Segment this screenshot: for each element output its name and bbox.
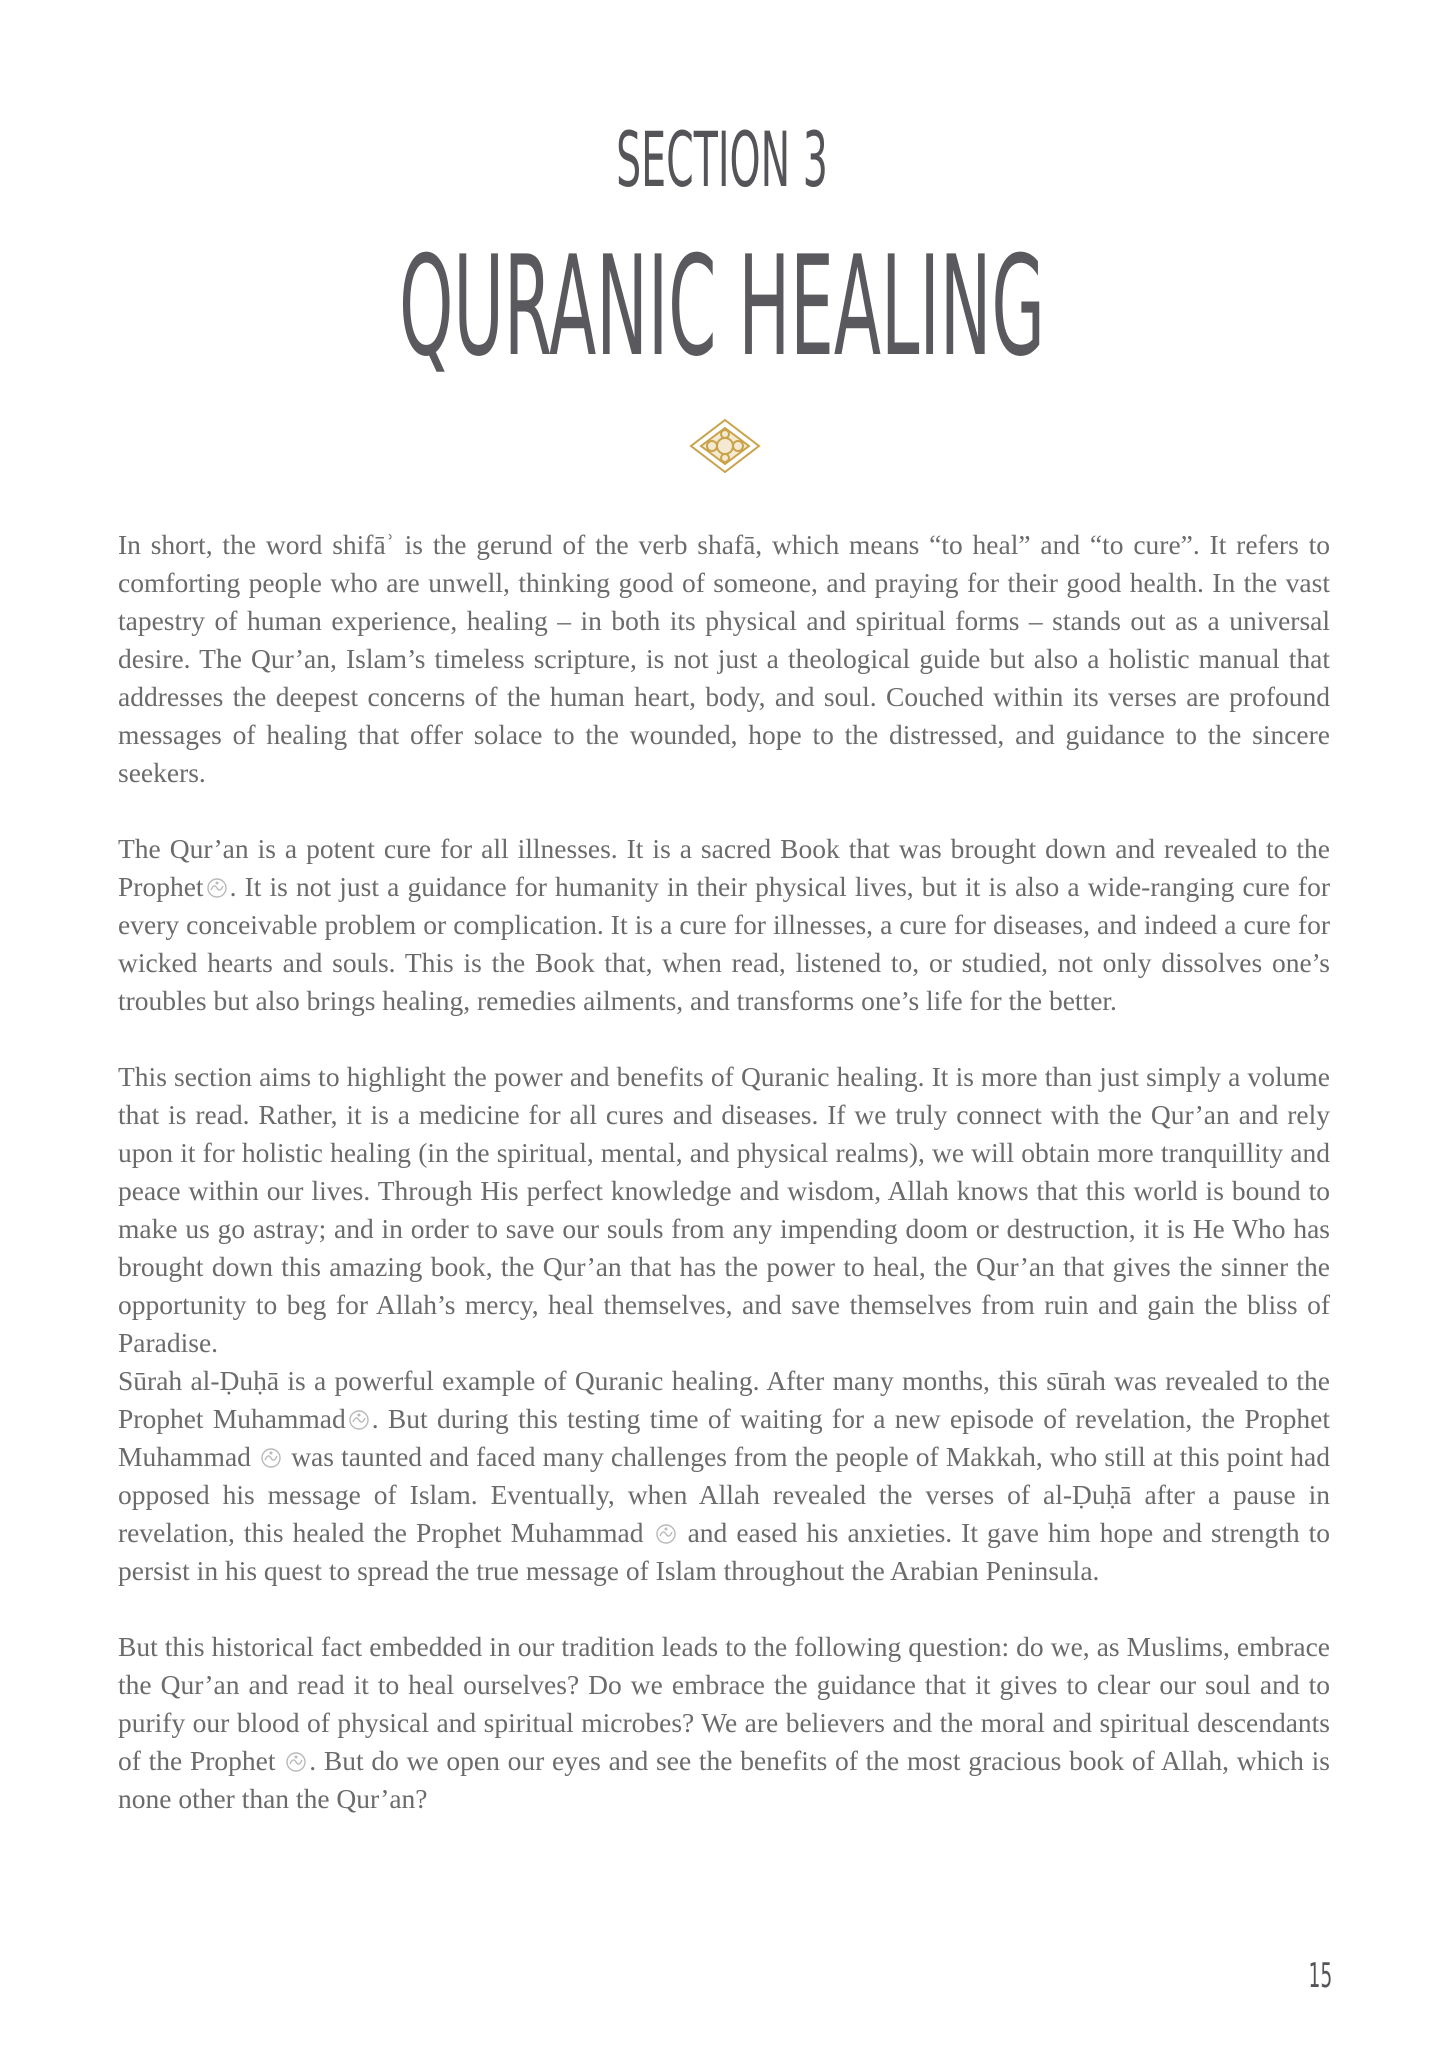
paragraph-4-part-2: . But during this testing time of waiting for a new episode of revelation, the Prophet Muhammad — [118, 1403, 1330, 1472]
paragraph-2-part-2: . It is not just a guidance for humanity in their physical lives, but it is also a wide-ranging cure for every conceivable problem or complication. It is a cure for illnesses, a cure for diseases, and indeed a cure for wicked hearts and souls. This is the Book that, when read, listened to, or studied, not only dissolves one’s troubles but also brings healing, remedies ailments, and transforms one’s life for the better. — [118, 871, 1330, 1016]
paragraph-3: This section aims to highlight the power and benefits of Quranic healing. It is more than just simply a volume that is read. Rather, it is a medicine for all cures and diseases. If we truly connect with the Qur’an and rely upon it for holistic healing (in the spiritual, mental, and physical realms), we will obtain more tranquillity and peace within our lives. Through His perfect knowledge and wisdom, Allah knows that this world is bound to make us go astray; and in order to save our souls from any impending doom or destruction, it is He Who has brought down this amazing book, the Qur’an that has the power to heal, the Qur’an that gives the sinner the opportunity to beg for Allah’s mercy, heal themselves, and save themselves from ruin and gain the bliss of Paradise. — [118, 1061, 1330, 1358]
paragraph-4-part-1: Sūrah al-Ḍuḥā is a powerful example of Quranic healing. After many months, this sūrah was revealed to the Prophet Muhammad — [118, 1365, 1330, 1434]
paragraph-5-part-1: But this historical fact embedded in our tradition leads to the following question: do we, as Muslims, embrace the Qur’an and read it to heal ourselves? Do we embrace the guidance that it gives to clear our soul and to purify our blood of physical and spiritual microbes? We are believers and the moral and spiritual descendants of the Prophet — [118, 1631, 1330, 1776]
salutation-glyph-icon — [348, 1409, 370, 1431]
paragraph-1: In short, the word shifāʾ is the gerund of the verb shafā, which means “to heal” and “to cure”. It refers to comforting people who are unwell, thinking good of someone, and praying for their good health. In the vast tapestry of human experience, healing – in both its physical and spiritual forms – stands out as a universal desire. The Qur’an, Islam’s timeless scripture, is not just a theological guide but also a holistic manual that addresses the deepest concerns of the human heart, body, and soul. Couched within its verses are profound messages of healing that offer solace to the wounded, hope to the distressed, and guidance to the sincere seekers. — [118, 529, 1330, 788]
page-number: 15 — [1308, 1956, 1332, 1996]
page-title: QURANIC HEALING — [399, 226, 1045, 387]
section-label: SECTION 3 — [616, 115, 828, 204]
salutation-glyph-icon — [285, 1751, 307, 1773]
paragraph-5 — [118, 1628, 1330, 1818]
salutation-glyph-icon — [206, 877, 228, 899]
paragraph-2 — [118, 830, 1330, 1020]
salutation-glyph-icon — [655, 1523, 677, 1545]
paragraph-4-part-4: and eased his anxieties. It gave him hope and strength to persist in his quest to spread the true message of Islam throughout the Arabian Peninsula. — [118, 1517, 1331, 1586]
paragraph-2-part-1: The Qur’an is a potent cure for all illnesses. It is a sacred Book that was brought down and revealed to the Prophet — [118, 833, 1330, 902]
paragraph-4 — [118, 1362, 1330, 1590]
body-text — [118, 526, 1330, 1818]
divider-ornament-icon — [330, 416, 1120, 476]
paragraph-5-part-2: . But do we open our eyes and see the benefits of the most gracious book of Allah, which is none other than the Qur’an? — [118, 1745, 1330, 1814]
paragraph-4-part-3: was taunted and faced many challenges from the people of Makkah, who still at this point had opposed his message of Islam. Eventually, when Allah revealed the verses of al-Ḍuḥā after a pause in revelation, this healed the Prophet Muhammad — [118, 1441, 1331, 1548]
salutation-glyph-icon — [260, 1447, 282, 1469]
